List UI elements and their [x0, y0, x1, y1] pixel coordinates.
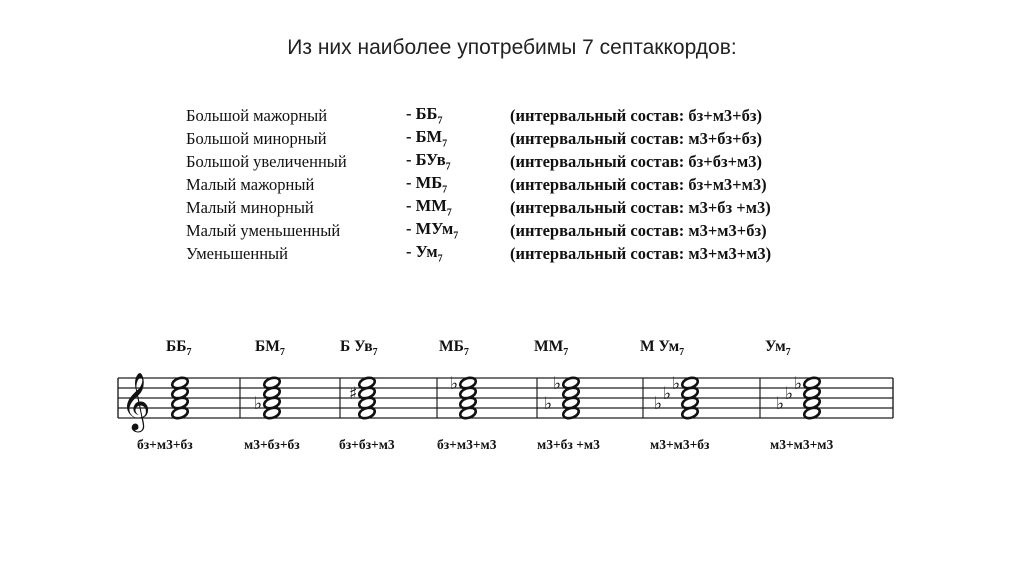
label-sub: 7	[279, 347, 285, 359]
dash: -	[406, 173, 416, 193]
label-text: М Ум	[640, 338, 680, 355]
flat-icon: ♭	[544, 394, 553, 414]
label-text: ММ	[534, 338, 564, 355]
chord-intervals: (интервальный состав: бз+м3+бз)	[510, 105, 762, 125]
seventh-chord	[776, 374, 821, 420]
label-text: БМ	[255, 338, 280, 355]
label-sub: 7	[785, 347, 791, 359]
abbr-sub: 7	[437, 115, 443, 127]
flat-icon: ♭	[553, 374, 562, 394]
dash: -	[406, 150, 416, 170]
abbr-sub: 7	[446, 207, 452, 219]
abbr-text: БМ	[415, 127, 443, 147]
flat-icon: ♭	[785, 384, 794, 404]
abbr-sub: 7	[453, 230, 459, 242]
chord-name: Большой увеличенный	[186, 151, 347, 171]
seventh-chord	[544, 374, 580, 420]
seventh-chord	[171, 376, 189, 420]
label-text: МБ	[439, 338, 464, 355]
label-sub: 7	[372, 347, 378, 359]
flat-icon: ♭	[794, 374, 803, 394]
abbr-text: Ум	[415, 242, 438, 262]
formula-label: м3+бз +м3	[537, 437, 600, 452]
formula-label: бз+бз+м3	[339, 437, 395, 452]
label-sub: 7	[679, 347, 685, 359]
flat-icon: ♭	[663, 384, 672, 404]
formula-label: бз+м3+бз	[137, 437, 193, 452]
flat-icon: ♭	[672, 374, 681, 394]
chord-intervals: (интервальный состав: бз+бз+м3)	[510, 151, 762, 171]
chord-name: Малый минорный	[186, 197, 314, 217]
abbr-text: ММ	[415, 196, 447, 216]
label-text: Б Ув	[340, 338, 373, 355]
abbr-text: МБ	[415, 173, 443, 193]
label-sub: 7	[463, 347, 469, 359]
abbr-text: БУв	[415, 150, 446, 170]
abbr-sub: 7	[445, 161, 451, 173]
chord-intervals: (интервальный состав: м3+м3+бз)	[510, 220, 767, 240]
seventh-chord	[349, 376, 376, 420]
label-text: Ум	[765, 338, 786, 355]
abbr-text: МУм	[415, 219, 454, 239]
flat-icon: ♭	[254, 394, 263, 414]
chord-name: Малый уменьшенный	[186, 220, 341, 240]
chord-intervals: (интервальный состав: бз+м3+м3)	[510, 174, 767, 194]
page-title: Из них наиболее употребимы 7 септаккордов:	[287, 36, 737, 59]
dash: -	[406, 196, 416, 216]
seventh-chord	[254, 376, 281, 420]
sharp-icon: ♯	[349, 384, 358, 404]
dash: -	[406, 104, 416, 124]
abbr-sub: 7	[442, 138, 448, 150]
flat-icon: ♭	[450, 374, 459, 394]
formula-label: м3+м3+бз	[650, 437, 710, 452]
flat-icon: ♭	[654, 394, 663, 414]
formula-label: бз+м3+м3	[437, 437, 497, 452]
dash: -	[406, 242, 416, 262]
label-text: ББ	[166, 338, 187, 355]
abbr-sub: 7	[442, 184, 448, 196]
chord-intervals: (интервальный состав: м3+м3+м3)	[510, 243, 772, 263]
dash: -	[406, 127, 416, 147]
seventh-chord	[654, 374, 699, 420]
formula-label: м3+бз+бз	[244, 437, 300, 452]
chord-intervals: (интервальный состав: м3+бз +м3)	[510, 197, 771, 217]
label-sub: 7	[186, 347, 192, 359]
dash: -	[406, 219, 416, 239]
flat-icon: ♭	[776, 394, 785, 414]
chord-intervals: (интервальный состав: м3+бз+бз)	[510, 128, 762, 148]
label-sub: 7	[563, 347, 569, 359]
abbr-text: ББ	[415, 104, 438, 124]
chord-name: Большой мажорный	[186, 105, 328, 125]
seventh-chord	[450, 374, 477, 420]
chord-name: Малый мажорный	[186, 174, 315, 194]
chords-notes	[171, 374, 821, 420]
chord-name: Уменьшенный	[186, 243, 288, 263]
treble-clef-icon: 𝄞	[121, 372, 151, 430]
abbr-sub: 7	[437, 253, 443, 265]
formula-label: м3+м3+м3	[770, 437, 834, 452]
chord-name: Большой минорный	[186, 128, 327, 148]
